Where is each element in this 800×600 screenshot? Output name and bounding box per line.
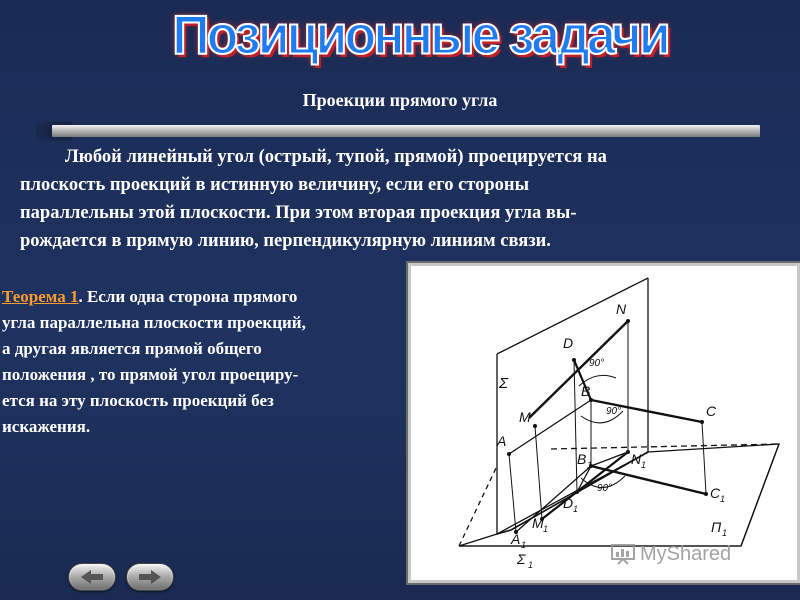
label-B1: B [577,451,587,467]
paragraph-line: плоскость проекций в истинную величину, если его стороны [20,175,530,195]
label-D: D [563,335,574,351]
next-slide-button[interactable] [126,563,174,591]
label-A: A [497,433,507,449]
previous-slide-button[interactable] [68,563,116,591]
theorem-line: искажения. [2,417,91,436]
theorem-line: положения , то прямой угол проециру- [2,365,299,384]
theorem-block [2,284,402,440]
label-sigma: Σ [499,375,508,392]
line-A1B1 [516,466,591,532]
left-arrow-icon [79,569,105,585]
projection-diagram [411,266,797,580]
label-sigma1-sub: 1 [528,560,534,570]
label-sigma1: Σ [517,551,526,567]
theorem-line: ется на эту плоскость проекций без [2,391,274,410]
main-paragraph [20,143,790,255]
connector-D [574,360,577,492]
theorem-line: угла параллельна плоскости проекций, [2,313,306,332]
slide-title: Позиционные задачи [172,5,668,67]
theorem-line: а другая является прямой общего [2,339,262,358]
presentation-icon [610,543,636,565]
label-angle-bottom: 90° [597,483,613,494]
plane-pi1-right-edge [741,444,779,546]
label-pi1-sub: 1 [722,528,728,538]
right-angle-projection-figure [408,263,800,583]
label-pi1: П [711,519,722,535]
label-M: M [519,409,531,425]
connector-A [509,454,516,532]
theorem-line [2,284,402,310]
plane-pi1-left-edge [459,466,497,546]
divider-bar [52,125,760,137]
label-C: C [706,403,717,419]
label-M1-sub: 1 [543,524,549,534]
line-B1N1 [591,452,628,466]
label-D1-sub: 1 [573,504,579,514]
paragraph-line: рождается в прямую линию, перпендикулярную линиям связи. [20,231,551,251]
label-N: N [616,301,627,317]
right-arrow-icon [137,569,163,585]
label-A1: A [511,531,521,547]
label-angle-top: 90° [589,358,605,369]
label-D1: D [563,495,574,511]
paragraph-line: Любой линейный угол (острый, тупой, прямой) проецируется на [65,147,607,167]
connector-C [702,422,706,494]
point-markers [507,319,708,534]
label-C1: C [710,485,721,501]
theorem-link[interactable]: Теорема 1 [2,287,79,306]
paragraph-line: параллельны этой плоскости. При этом вторая проекция угла вы- [20,203,577,223]
theorem-line-rest: . Если одна сторона прямого [78,287,298,306]
connector-M [535,426,542,519]
label-C1-sub: 1 [720,494,726,504]
label-N1: N [631,451,642,467]
label-angle-mid: 90° [606,406,622,417]
label-N1-sub: 1 [641,460,647,470]
label-M1: M [532,515,544,531]
label-B1-sub: 1 [587,460,593,470]
watermark-text: MyShared [640,542,732,565]
slide-subtitle: Проекции прямого угла [302,90,498,110]
label-B: B [581,383,591,399]
watermark [610,540,731,568]
label-A1-sub: 1 [521,540,527,550]
